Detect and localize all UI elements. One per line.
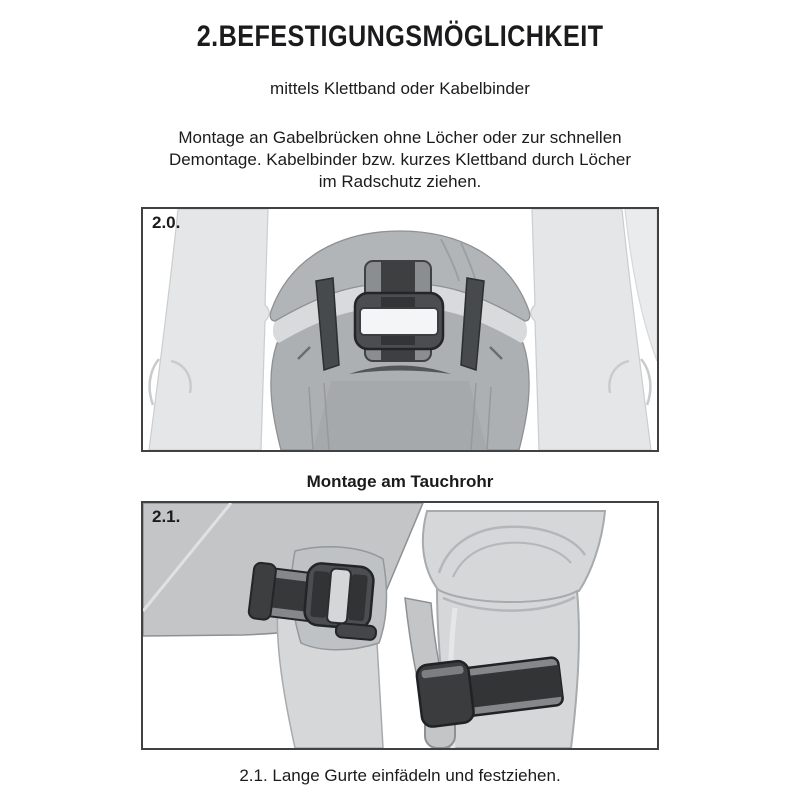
figure-label: 2.0. [152,213,181,232]
intro-line: Demontage. Kabelbinder bzw. kurzes Klettband durch Löcher [168,150,632,169]
figure-box-2-0 [141,207,659,452]
fork-leg-left [149,209,269,450]
figure-box-2-1 [141,501,659,750]
mid-caption: Montage am Tauchrohr [306,472,494,491]
strap-buckle [355,293,443,349]
intro-line: im Radschutz ziehen. [318,172,482,191]
figure-label: 2.1. [152,507,181,526]
figure-2-0-illustration [143,209,657,450]
fork-crown-side [423,511,605,602]
intro-line: Montage an Gabelbrücken ohne Löcher oder zur schnellen [178,128,622,147]
page-subtitle: mittels Klettband oder Kabelbinder [270,79,530,98]
figure-2-1-illustration [143,503,657,748]
page-title: 2.BEFESTIGUNGSMÖGLICHKEIT [196,20,604,53]
intro-paragraph [0,127,800,193]
bottom-caption: 2.1. Lange Gurte einfädeln und festziehen. [239,766,561,785]
